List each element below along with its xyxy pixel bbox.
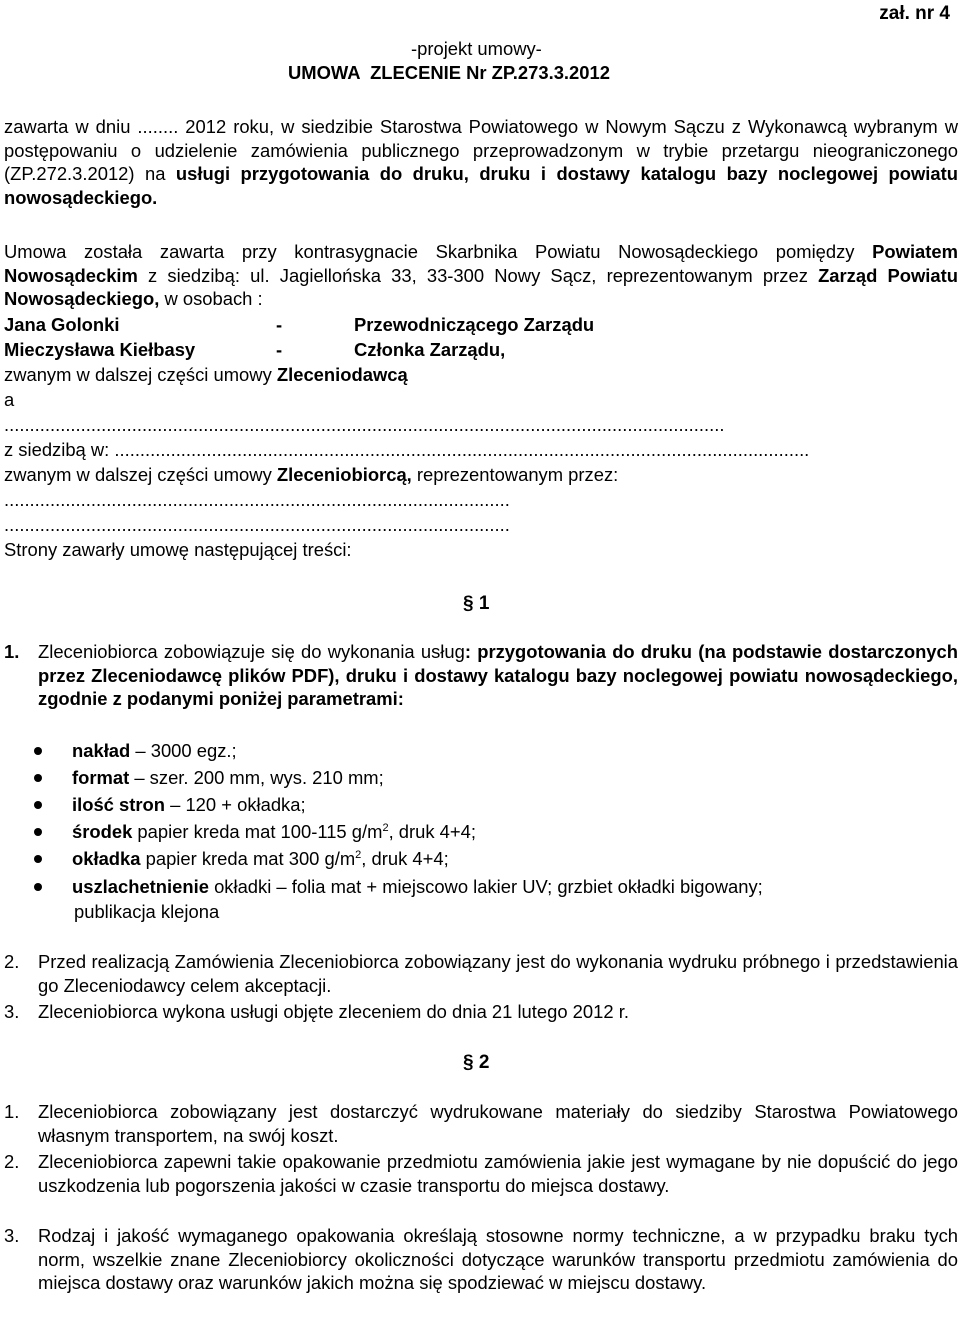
intro-paragraph [4, 115, 958, 209]
section-2-item-2 [4, 1150, 958, 1197]
representative-dash: - [276, 314, 283, 335]
contractor-line-text: zwanym w dalszej części umowy [4, 464, 277, 485]
bullet-icon [34, 883, 42, 891]
item-number: 2. [4, 1151, 20, 1172]
param-tail: , druk 4+4; [388, 821, 476, 842]
county-name: Powiatem Nowosądeckim [4, 241, 958, 286]
param-value: – 120 + okładka; [165, 794, 306, 815]
item-text: Rodzaj i jakość wymaganego opakowania określają stosowne normy techniczne, a w przypadku braku tych norm, wszelkie znane Zleceniobiorcy okoliczności dotyczące warunków transportu przedmiotu zamówienia do miejsca dostawy oraz warunków jakich można się spodziewać w miejscu dostawy. [38, 1225, 958, 1293]
param-value: papier kreda mat 300 g/m [140, 848, 356, 869]
contract-text-2: z siedzibą: ul. Jagiellońska 33, 33-300 Nowy Sącz, reprezentowanym przez [137, 264, 819, 286]
item-number: 3. [4, 1225, 20, 1246]
item-text: Przed realizacją Zamówienia Zleceniobiorca zobowiązany jest do wykonania wydruku próbnego i przedstawienia go Zleceniodawcy celem akceptacji. [38, 951, 958, 996]
item-number: 2. [4, 951, 20, 972]
intro-text: zawarta w dniu ........ 2012 roku, w siedzibie Starostwa Powiatowego w Nowym Sączu z Wykonawcą wybranym w postępowaniu o udzielenie zamówienia publicznego przeprowadzonym w trybie przetargu nieograniczonego (ZP.272.3.2012) na [4, 116, 958, 184]
client-term: Zleceniodawcą [276, 364, 408, 385]
representative-role: Przewodniczącego Zarządu [354, 314, 595, 335]
section-1-item-1 [4, 640, 958, 711]
param-superscript: 2 [355, 849, 362, 861]
param-value: okładki – folia mat + miejscowo lakier UV; grzbiet okładki bigowany; [208, 876, 763, 897]
item-number: 3. [4, 1001, 20, 1022]
attachment-label: zał. nr 4 [879, 3, 950, 24]
document-title: UMOWA ZLECENIE Nr ZP.273.3.2012 [288, 62, 610, 83]
section-2-item-3 [4, 1224, 958, 1295]
list-item [72, 875, 763, 899]
item-text: Zleceniobiorca wykona usługi objęte zleceniem do dnia 21 lutego 2012 r. [38, 1001, 629, 1022]
param-tail: , druk 4+4; [361, 848, 449, 869]
section-1-item-3 [4, 1000, 958, 1024]
item-number: 1. [4, 1101, 20, 1122]
item-text: Zleceniobiorca zapewni takie opakowanie przedmiotu zamówienia jakie jest wymagane by nie dopuścić do jego uszkodzenia lub pogorszenia jakości w czasie transportu do miejsca dostawy. [38, 1151, 958, 1196]
representative-blank-1: ................................................................................................... [4, 489, 510, 510]
param-label: środek [72, 821, 133, 842]
representative-role: Członka Zarządu, [354, 339, 506, 360]
bullet-icon [34, 801, 42, 809]
closing-line: Strony zawarły umowę następującej treści: [4, 539, 352, 560]
list-item [72, 766, 384, 790]
list-item [72, 793, 306, 817]
section-2-item-1 [4, 1100, 958, 1147]
param-label: nakład [72, 740, 131, 761]
param-label: ilość stron [72, 794, 165, 815]
contract-text-1: Umowa została zawarta przy kontrasygnacie Skarbnika Powiatu Nowosądeckiego pomiędzy [4, 241, 873, 262]
contractor-line [4, 463, 958, 487]
representative-blank-2: ................................................................................................... [4, 514, 510, 535]
representative-name: Mieczysława Kiełbasy [4, 339, 196, 360]
intro-subject: usługi przygotowania do druku, druku i dostawy katalogu bazy noclegowej powiatu nowosądeckiego. [4, 163, 958, 208]
client-line-text: zwanym w dalszej części umowy [4, 364, 277, 385]
representative-name: Jana Golonki [4, 314, 120, 335]
representative-row [4, 313, 958, 337]
bullet-icon [34, 828, 42, 836]
param-value: – 3000 egz.; [130, 740, 237, 761]
list-item-continuation: publikacja klejona [74, 901, 220, 922]
section-1-heading: § 1 [463, 593, 490, 614]
param-superscript: 2 [382, 822, 389, 834]
item-text: Zleceniobiorca zobowiązuje się do wykonania usług [38, 641, 465, 662]
bullet-icon [34, 855, 42, 863]
param-label: okładka [72, 848, 141, 869]
contractor-term: Zleceniobiorcą, [276, 464, 412, 485]
section-1-item-2 [4, 950, 958, 997]
contractor-seat-line: z siedzibą w: ........................................................................................................................................ [4, 439, 810, 460]
client-line [4, 363, 958, 387]
param-label: uszlachetnienie [72, 876, 209, 897]
contractor-line-end: reprezentowanym przez: [411, 464, 619, 485]
bullet-icon [34, 774, 42, 782]
param-label: format [72, 767, 130, 788]
param-value: papier kreda mat 100-115 g/m [132, 821, 383, 842]
a-line: a [4, 389, 15, 410]
draft-label: -projekt umowy- [411, 38, 542, 59]
item-number: 1. [4, 641, 20, 662]
list-item [72, 847, 449, 871]
representative-row [4, 338, 958, 362]
section-2-heading: § 2 [463, 1052, 490, 1073]
item-bold-text: : przygotowania do druku (na podstawie dostarczonych przez Zleceniodawcę plików PDF), druku i dostawy katalogu bazy noclegowej powiatu nowosądeckiego, zgodnie z podanymi poniżej parametrami: [38, 641, 958, 709]
board-name: Zarząd Powiatu Nowosądeckiego, [4, 264, 959, 309]
param-value: – szer. 200 mm, wys. 210 mm; [129, 767, 384, 788]
representative-dash: - [276, 339, 283, 360]
contract-text-3: w osobach : [159, 288, 263, 309]
item-text: Zleceniobiorca zobowiązany jest dostarczyć wydrukowane materiały do siedziby Starostwa Powiatowego własnym transportem, na swój koszt. [38, 1101, 958, 1146]
contractor-name-blank: ............................................................................................................................................. [4, 414, 725, 435]
list-item [72, 739, 237, 763]
list-item [72, 820, 476, 844]
bullet-icon [34, 747, 42, 755]
contract-paragraph [4, 240, 958, 311]
